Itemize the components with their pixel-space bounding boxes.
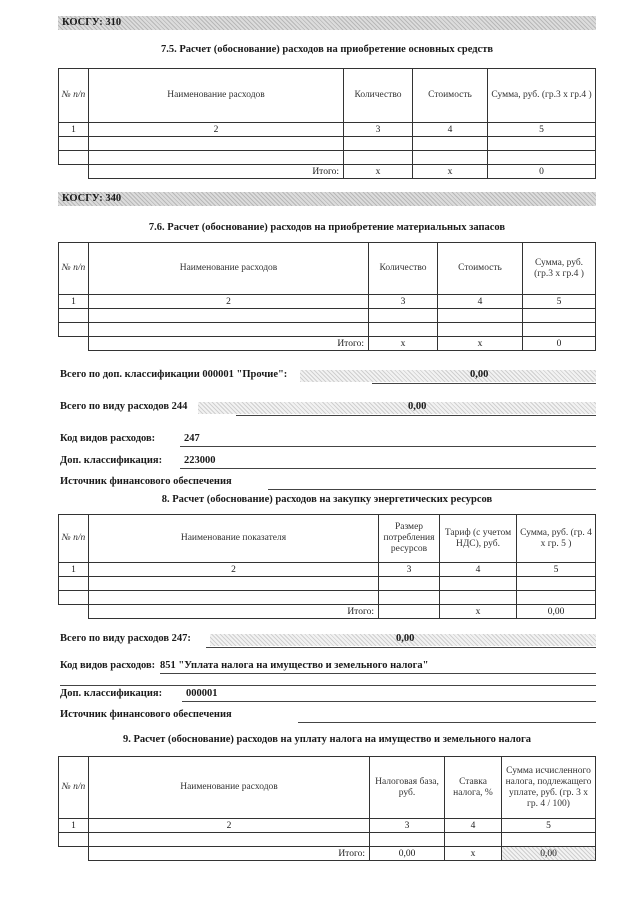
total-row: Итого: 0,00 х 0,00 <box>59 847 596 861</box>
kod-line-851-b <box>60 685 596 686</box>
summary-prochie-label: Всего по доп. классификации 000001 "Прочие": <box>60 369 288 380</box>
dop-line-247 <box>180 468 596 469</box>
kosgu-310-bar <box>58 16 596 30</box>
col-name-header: Наименование расходов <box>89 69 344 123</box>
source-label-851: Источник финансового обеспечения <box>60 709 232 720</box>
table-row <box>59 137 596 151</box>
section-75-table <box>58 68 596 179</box>
summary-247-value: 0,00 <box>396 633 415 644</box>
section-76-title: 7.6. Расчет (обоснование) расходов на приобретение материальных запасов <box>148 222 506 233</box>
table-row <box>59 309 596 323</box>
dop-label-851: Доп. классификация: <box>60 688 163 699</box>
summary-244-label: Всего по виду расходов 244 <box>60 401 188 412</box>
table-row: 1 2 3 4 5 <box>59 563 596 577</box>
summary-247-line <box>206 647 596 648</box>
summary-prochie-shade <box>300 370 596 382</box>
table-row <box>59 833 596 847</box>
kod-label-851: Код видов расходов: <box>60 660 156 671</box>
dop-label-247: Доп. классификация: <box>60 455 163 466</box>
kosgu-340-label: КОСГУ: 340 <box>62 193 122 204</box>
table-row <box>59 151 596 165</box>
kod-value-247: 247 <box>184 433 200 444</box>
summary-244-value: 0,00 <box>408 401 427 412</box>
dop-value-247: 223000 <box>184 455 216 466</box>
summary-244-shade <box>198 402 596 414</box>
source-label-247: Источник финансового обеспечения <box>60 476 232 487</box>
source-line-851 <box>298 722 596 723</box>
table-row: 1 2 3 4 5 <box>59 819 596 833</box>
source-line-247 <box>268 489 596 490</box>
section-9-table: № п/п Наименование расходов Налоговая база, руб. Ставка налога, % Сумма исчисленного налога, подлежащего уплате, руб. (гр. 3 х гр. 4 / 100) 1 2 3 4 5 Итого: 0,00 х 0,00 <box>58 756 596 861</box>
col-qty-header: Количество <box>344 69 413 123</box>
col-num-header: № п/п <box>59 69 89 123</box>
summary-244-line <box>236 415 596 416</box>
kod-value-851: 851 "Уплата налога на имущество и земельного налога" <box>160 660 429 671</box>
kod-line-851 <box>160 673 596 674</box>
table-row: 1 2 3 4 5 <box>59 123 596 137</box>
col-sum-header: Сумма, руб. (гр.3 х гр.4 ) <box>488 69 596 123</box>
dop-value-851: 000001 <box>186 688 218 699</box>
kod-line-247 <box>180 446 596 447</box>
table-row <box>59 591 596 605</box>
section-9-title: 9. Расчет (обоснование) расходов на уплату налога на имущество и земельного налога <box>122 734 532 745</box>
table-row <box>59 577 596 591</box>
kod-label-247: Код видов расходов: <box>60 433 156 444</box>
table-row: 1 2 3 4 5 <box>59 295 596 309</box>
kosgu-340-bar <box>58 192 596 206</box>
summary-247-label: Всего по виду расходов 247: <box>60 633 191 644</box>
kosgu-310-label: КОСГУ: 310 <box>62 17 122 28</box>
total-row: Итого: х х 0 <box>59 337 596 351</box>
section-75-title: 7.5. Расчет (обоснование) расходов на приобретение основных средств <box>160 44 494 55</box>
summary-prochie-line <box>372 383 596 384</box>
section-8-title: 8. Расчет (обоснование) расходов на закупку энергетических ресурсов <box>161 494 493 505</box>
total-row: Итого: х х 0 <box>59 165 596 179</box>
section-8-table: № п/п Наименование показателя Размер потребления ресурсов Тариф (с учетом НДС), руб. Сумма, руб. (гр. 4 х гр. 5 ) 1 2 3 4 5 Итого: х 0,00 <box>58 514 596 619</box>
dop-line-851 <box>182 701 596 702</box>
col-cost-header: Стоимость <box>413 69 488 123</box>
section-76-table: № п/п Наименование расходов Количество Стоимость Сумма, руб. (гр.3 х гр.4 ) 1 2 3 4 5 Итого: х х 0 <box>58 242 596 351</box>
total-row: Итого: х 0,00 <box>59 605 596 619</box>
table-row <box>59 323 596 337</box>
summary-prochie-value: 0,00 <box>470 369 489 380</box>
